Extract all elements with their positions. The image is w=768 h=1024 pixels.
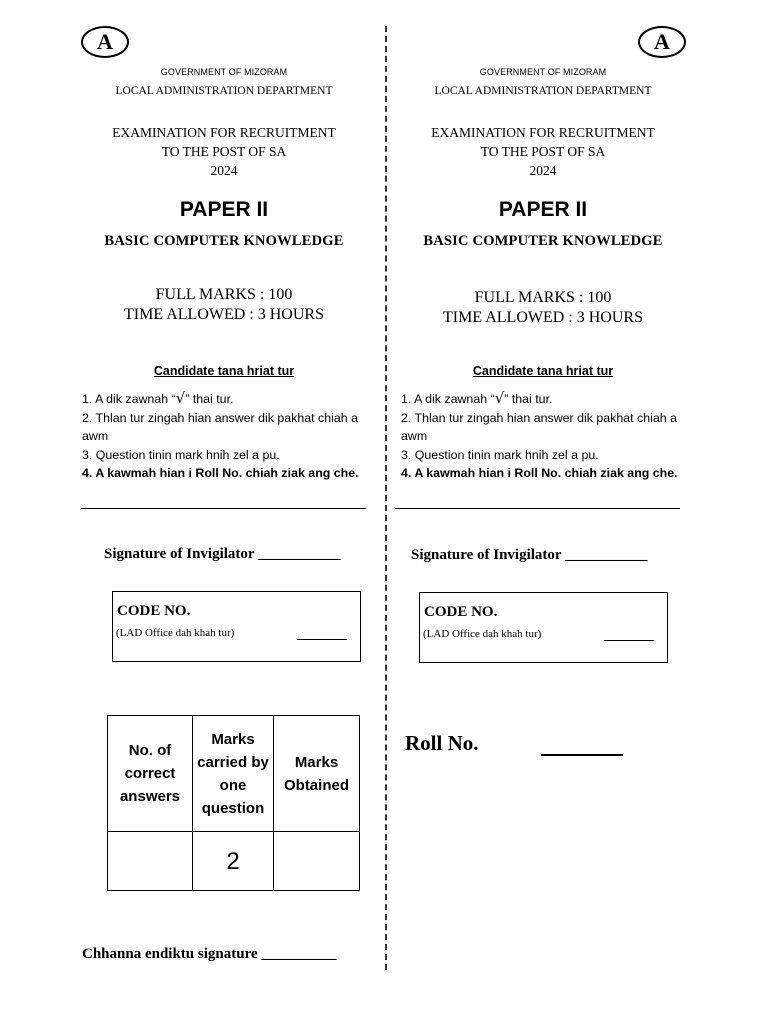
time-allowed: TIME ALLOWED : 3 HOURS: [443, 309, 643, 326]
full-marks: FULL MARKS : 100: [155, 286, 293, 303]
code-note: (LAD Office dah khah tur): [423, 628, 542, 640]
exam-title-line2: TO THE POST OF SA: [480, 144, 606, 159]
exam-year: 2024: [529, 163, 557, 178]
code-label: CODE NO.: [424, 604, 498, 620]
department-header: LOCAL ADMINISTRATION DEPARTMENT: [434, 85, 652, 97]
examiner-signature: Chhanna endiktu signature __________: [82, 946, 337, 962]
government-header: GOVERNMENT OF MIZORAM: [160, 67, 288, 77]
header-marks-obtained: Marks Obtained: [274, 716, 360, 832]
exam-title-line2: TO THE POST OF SA: [161, 144, 287, 159]
instruction-2: 2. Thlan tur zingah hian answer dik pakhat chiah a awm: [82, 410, 358, 443]
instruction-2: 2. Thlan tur zingah hian answer dik pakhat chiah a awm: [401, 410, 677, 443]
instructions-list: [401, 389, 691, 483]
invigilator-signature: Signature of Invigilator ___________: [104, 546, 341, 562]
code-box: [112, 591, 361, 662]
exam-title-line1: EXAMINATION FOR RECRUITMENT: [112, 125, 336, 140]
paper-title: PAPER II: [498, 198, 588, 221]
marks-time-block: [383, 288, 703, 328]
instruction-1: 1. A dik zawnah “√” thai tur.: [401, 389, 553, 407]
header-marks-per-question: Marks carried by one question: [193, 716, 274, 832]
instruction-1: 1. A dik zawnah “√” thai tur.: [82, 389, 234, 407]
paper-title: PAPER II: [179, 198, 269, 221]
roll-no-label: Roll No.: [405, 731, 479, 755]
paper-subject: BASIC COMPUTER KNOWLEDGE: [423, 233, 663, 249]
marks-table: [107, 715, 360, 891]
exam-title-line1: EXAMINATION FOR RECRUITMENT: [431, 125, 655, 140]
marks-time-block: [64, 285, 384, 325]
cell-correct-answers[interactable]: [108, 832, 193, 891]
exam-title: [383, 123, 703, 180]
header-correct-answers: No. of correct answers: [108, 716, 193, 832]
instruction-3: 3. Question tinin mark hnih zel a pu.: [401, 447, 599, 462]
separator-line: [81, 508, 366, 509]
exam-title: [64, 123, 384, 180]
table-row: [108, 832, 360, 891]
table-header-row: [108, 716, 360, 832]
series-badge: A: [638, 26, 686, 58]
cell-marks-obtained[interactable]: [274, 832, 360, 891]
code-note: (LAD Office dah khah tur): [116, 627, 235, 639]
code-box: [419, 592, 668, 663]
check-mark-icon: √: [175, 389, 186, 407]
code-label: CODE NO.: [117, 603, 191, 619]
code-entry-line: [604, 640, 654, 641]
right-counterfoil: [386, 0, 768, 1024]
paper-subject: BASIC COMPUTER KNOWLEDGE: [104, 233, 344, 249]
instructions-title: Candidate tana hriat tur: [153, 364, 295, 378]
department-header: LOCAL ADMINISTRATION DEPARTMENT: [115, 85, 333, 97]
exam-year: 2024: [210, 163, 238, 178]
full-marks: FULL MARKS : 100: [474, 289, 612, 306]
roll-no-entry-line[interactable]: [541, 754, 623, 756]
instruction-4: 4. A kawmah hian i Roll No. chiah ziak ang che.: [401, 466, 678, 480]
instruction-3: 3. Question tinin mark hnih zel a pu.: [82, 447, 280, 462]
government-header: GOVERNMENT OF MIZORAM: [479, 67, 607, 77]
separator-line: [395, 508, 680, 509]
instructions-title: Candidate tana hriat tur: [472, 364, 614, 378]
code-entry-line: [297, 639, 347, 640]
time-allowed: TIME ALLOWED : 3 HOURS: [124, 306, 324, 323]
series-badge: A: [81, 26, 129, 58]
check-mark-icon: √: [494, 389, 505, 407]
invigilator-signature: Signature of Invigilator ___________: [411, 547, 648, 563]
cell-marks-per-question: 2: [193, 832, 274, 891]
instruction-4: 4. A kawmah hian i Roll No. chiah ziak ang che.: [82, 466, 359, 480]
instructions-list: [82, 389, 372, 483]
